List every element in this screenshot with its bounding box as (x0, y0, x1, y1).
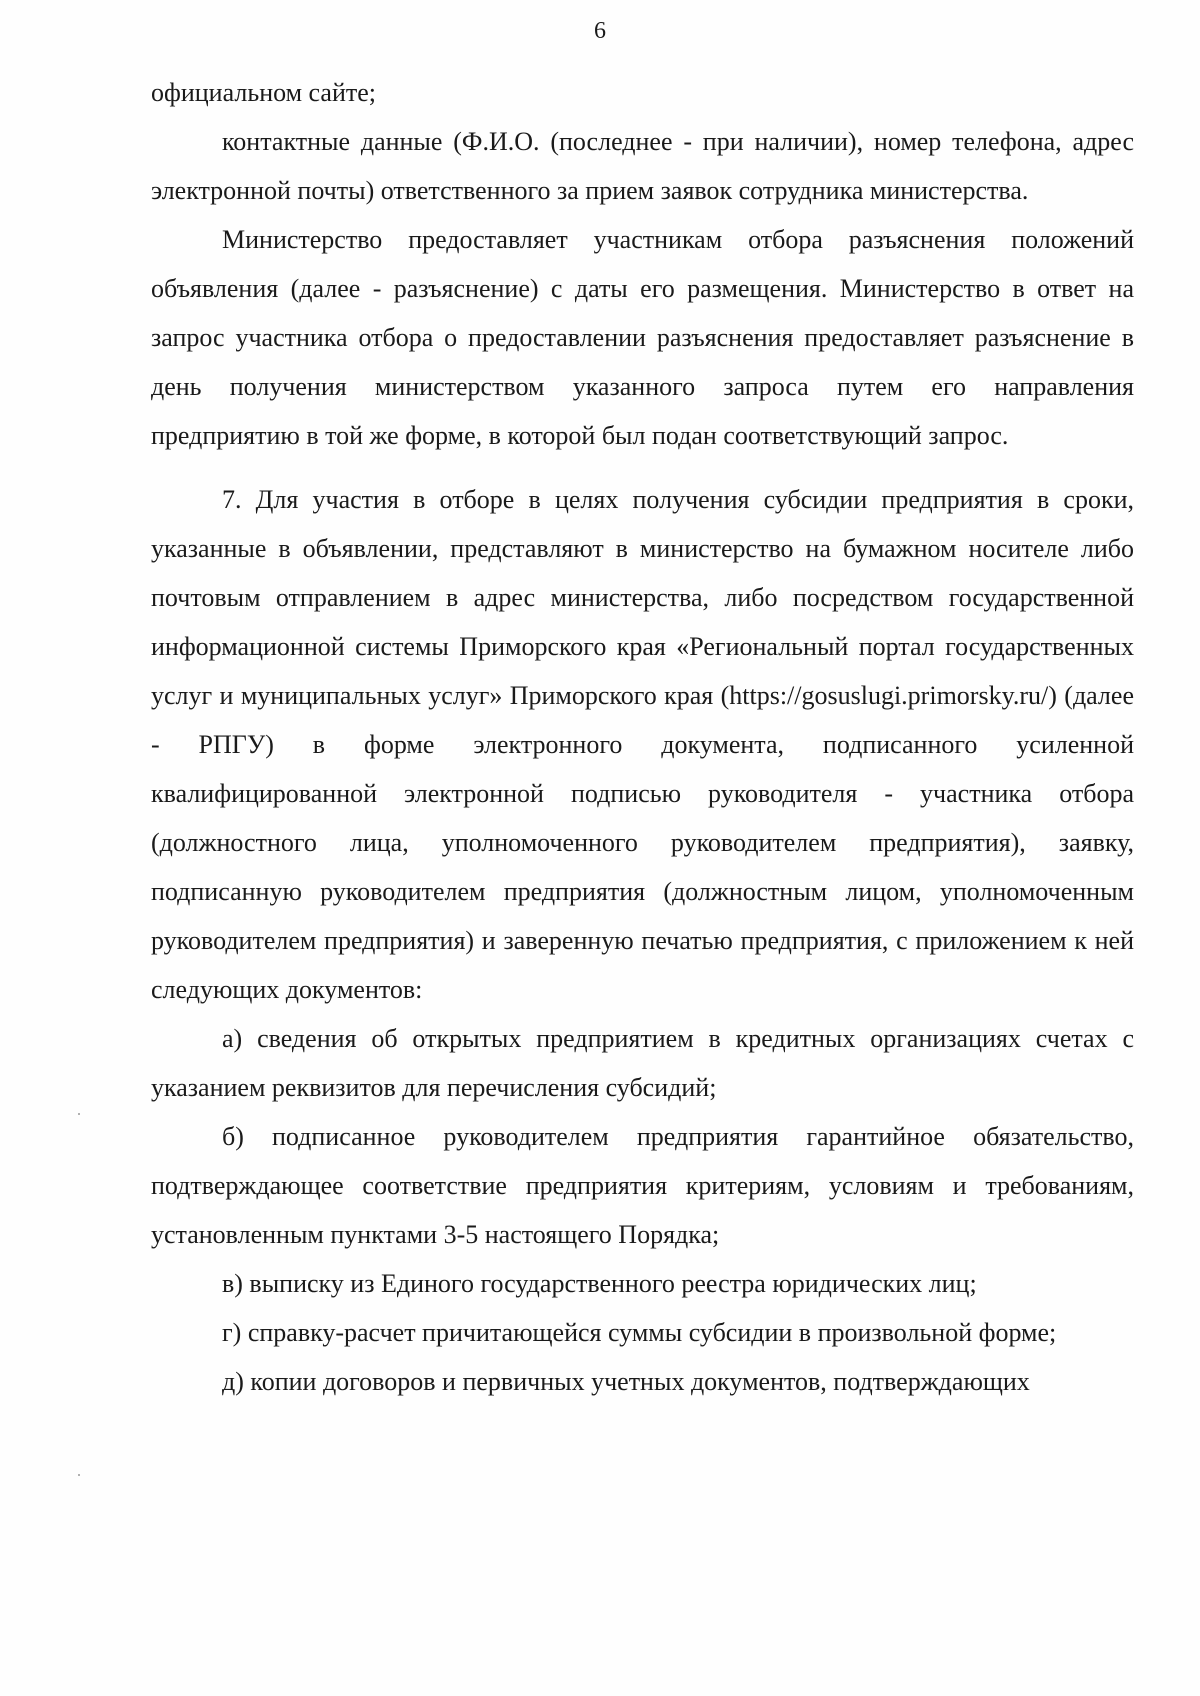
paragraph-contact-data: контактные данные (Ф.И.О. (последнее - при наличии), номер телефона, адрес электронной почты) ответственного за прием заявок сотрудника министерства. (151, 127, 1134, 205)
list-item-v: в) выписку из Единого государственного реестра юридических лиц; (222, 1269, 977, 1298)
list-item-d: д) копии договоров и первичных учетных документов, подтверждающих (222, 1367, 1030, 1396)
paragraph-item-7: 7. Для участия в отборе в целях получения субсидии предприятия в сроки, указанные в объявлении, представляют в министерство на бумажном носителе либо почтовым отправлением в адрес министерства, либо посредством государственной информационной системы Приморского края «Региональный портал государственных услуг и муниципальных услуг» Приморского края (https://gosuslugi.primorsky.ru/) (далее - РПГУ) в форме электронного документа, подписанного усиленной квалифицированной электронной подписью руководителя - участника отбора (должностного лица, уполномоченного руководителем предприятия), заявку, подписанную руководителем предприятия (должностным лицом, уполномоченным руководителем предприятия) и заверенную печатью предприятия, с приложением к ней следующих документов: (151, 485, 1134, 1004)
list-item-b: б) подписанное руководителем предприятия гарантийное обязательство, подтверждающее соответствие предприятия критериям, условиям и требованиям, установленным пунктами 3-5 настоящего Порядка; (151, 1122, 1134, 1249)
paragraph-clarifications: Министерство предоставляет участникам отбора разъяснения положений объявления (далее - разъяснение) с даты его размещения. Министерство в ответ на запрос участника отбора о предоставлении разъяснения предоставляет разъяснение в день получения министерством указанного запроса путем его направления предприятию в той же форме, в которой был подан соответствующий запрос. (151, 225, 1134, 450)
list-item-g: г) справку-расчет причитающейся суммы субсидии в произвольной форме; (222, 1318, 1057, 1347)
list-item-a: а) сведения об открытых предприятием в кредитных организациях счетах с указанием реквизитов для перечисления субсидий; (151, 1024, 1134, 1102)
scan-speck (78, 1113, 80, 1115)
document-body (151, 68, 1134, 1406)
page-number: 6 (594, 18, 606, 44)
paragraph-official-site: официальном сайте; (151, 78, 376, 107)
scan-speck (78, 1474, 80, 1476)
